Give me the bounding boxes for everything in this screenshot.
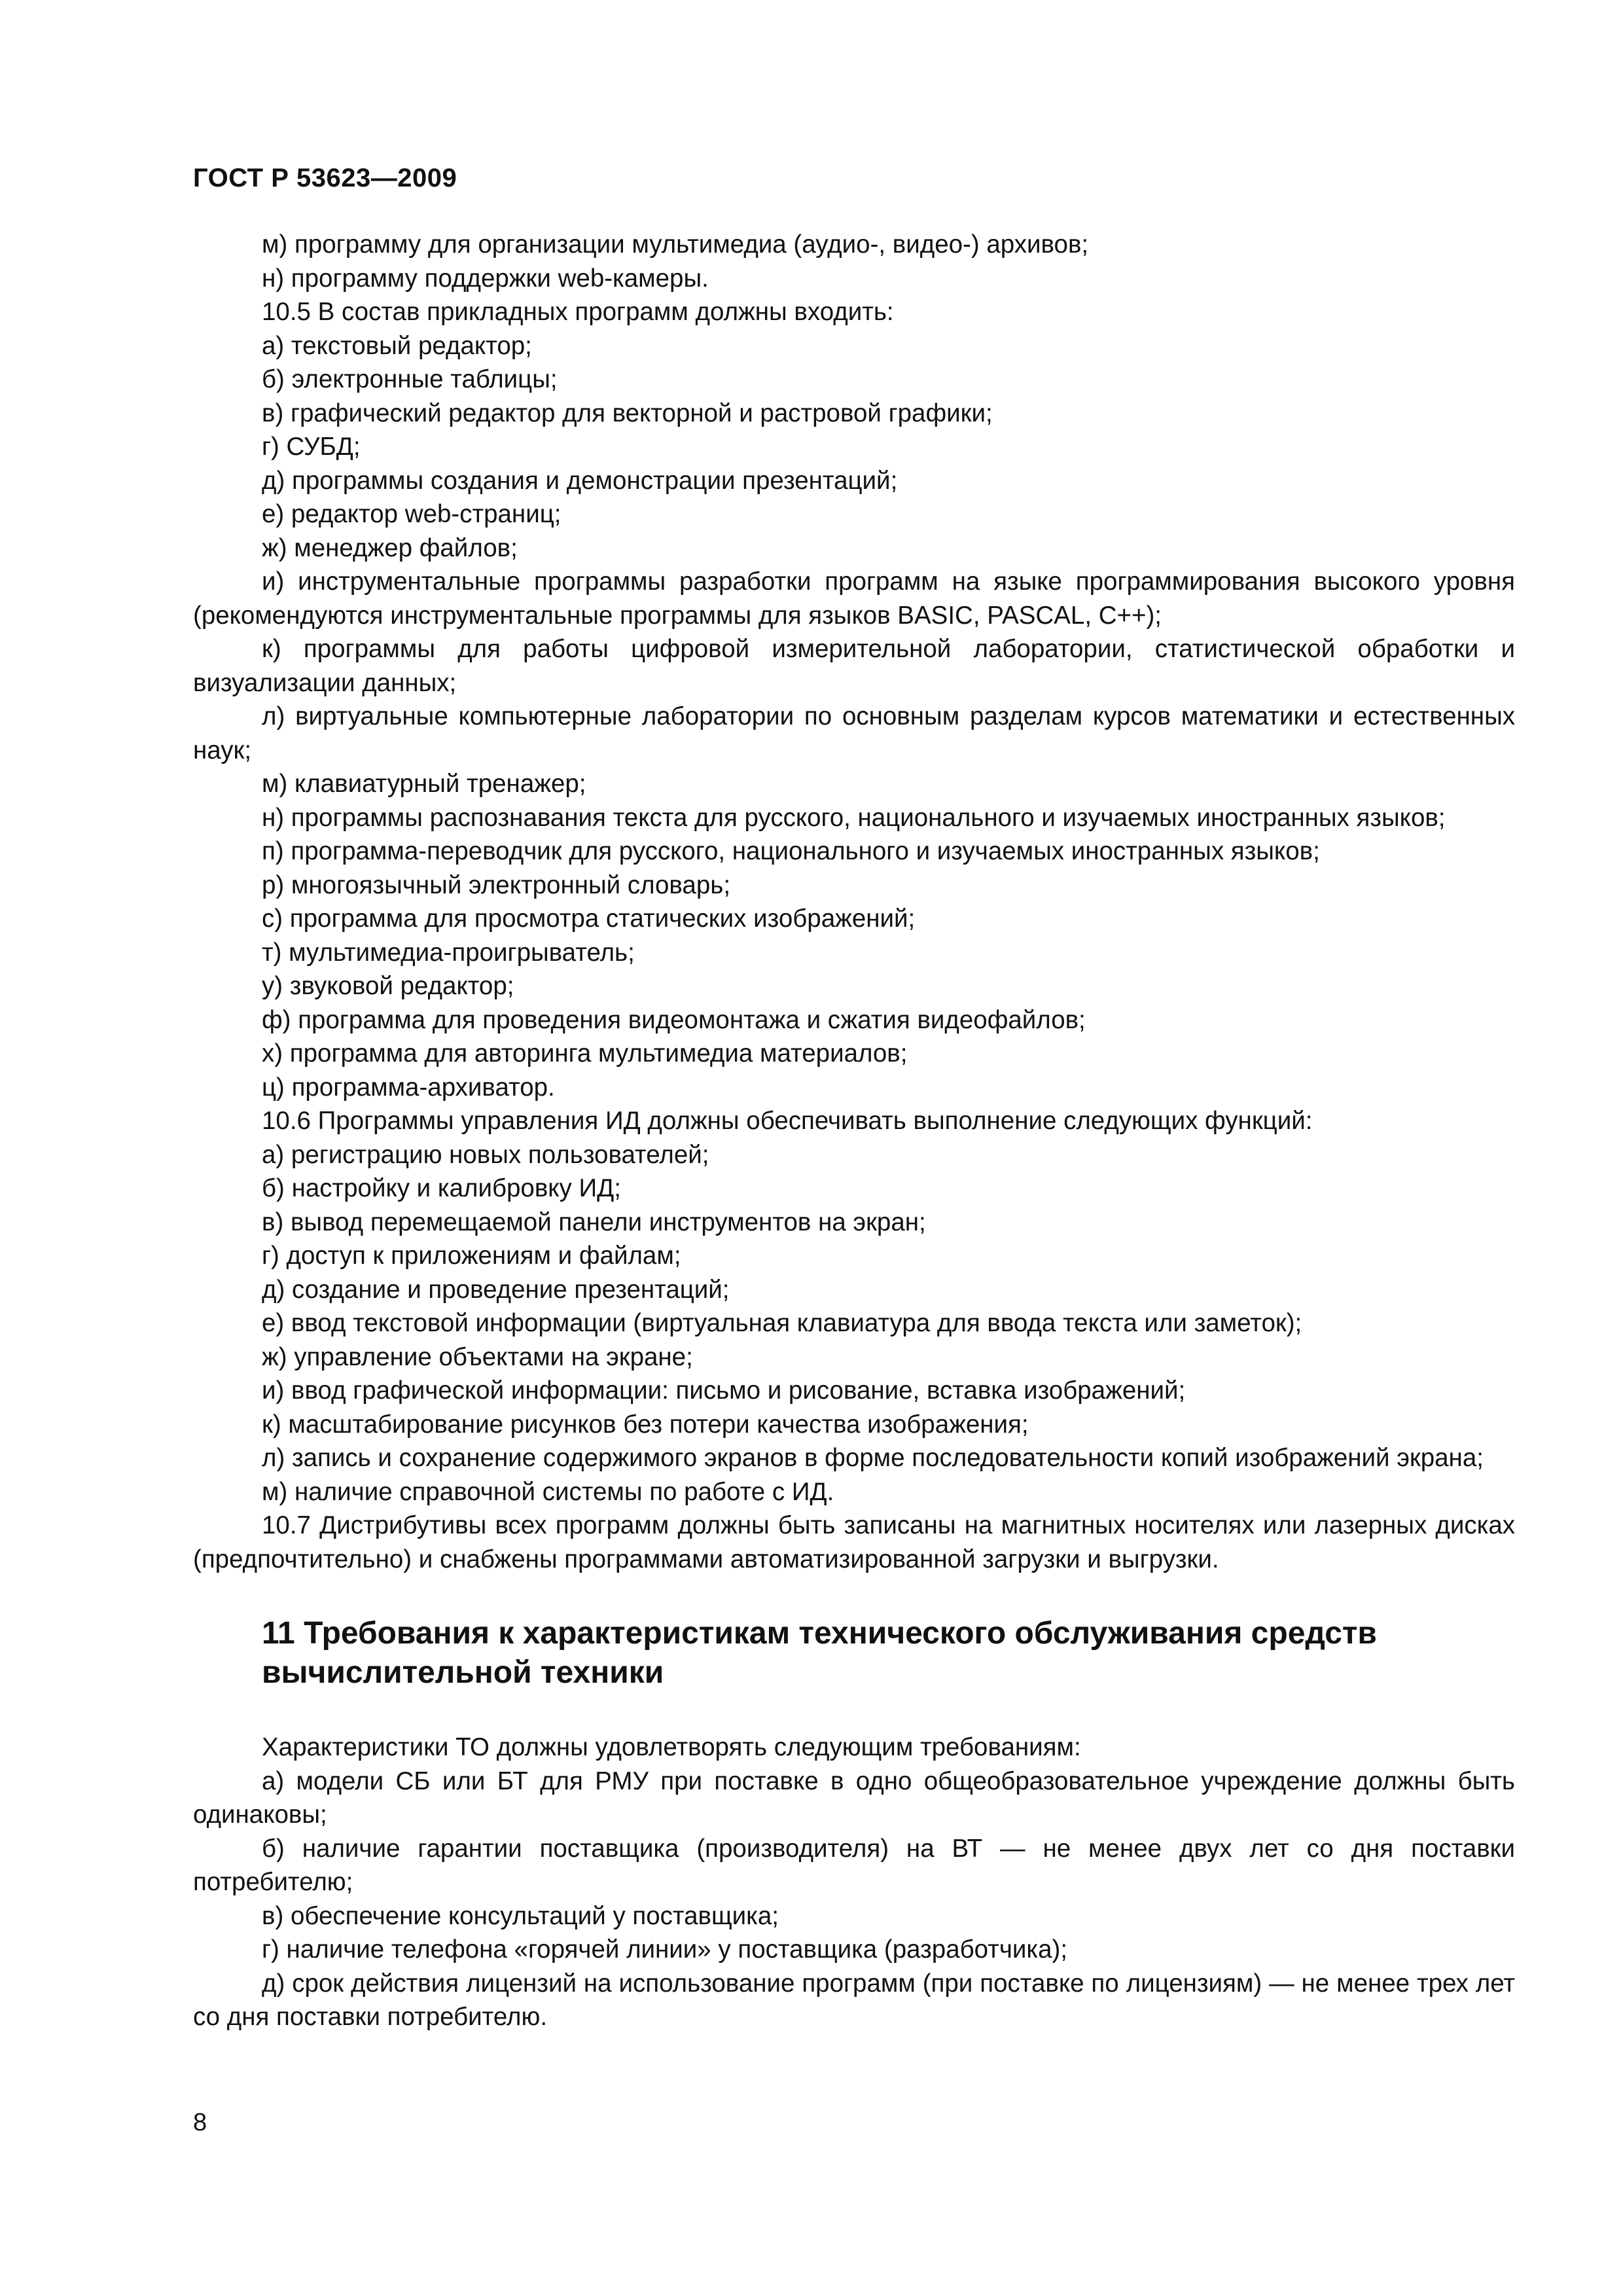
paragraph: р) многоязычный электронный словарь; [262, 870, 731, 899]
paragraph: д) создание и проведение презентаций; [262, 1275, 730, 1304]
paragraph: и) ввод графической информации: письмо и рисование, вставка изображений; [262, 1376, 1186, 1405]
paragraph: ц) программа-архиватор. [262, 1073, 555, 1102]
section-heading: 11 Требования к характеристикам технического обслуживания средств вычислительной техники [262, 1616, 1377, 1690]
paragraph: ф) программа для проведения видеомонтажа и сжатия видеофайлов; [262, 1005, 1086, 1034]
document-code: ГОСТ Р 53623—2009 [193, 164, 457, 192]
paragraph: к) программы для работы цифровой измерительной лаборатории, статистической обработки и визуализации данных; [193, 635, 1515, 697]
paragraph: 10.5 В состав прикладных программ должны входить: [262, 298, 894, 326]
paragraph: ж) управление объектами на экране; [262, 1342, 693, 1371]
document-body [193, 228, 1515, 2034]
paragraph: и) инструментальные программы разработки программ на языке программирования высокого уровня (рекомендуются инструментальные программы для языков BASIC, PASCAL, C++); [193, 567, 1515, 630]
paragraph: в) обеспечение консультаций у поставщика; [262, 1901, 779, 1930]
paragraph: е) редактор web-страниц; [262, 500, 562, 528]
paragraph: 10.6 Программы управления ИД должны обеспечивать выполнение следующих функций: [262, 1107, 1313, 1135]
paragraph: ж) менеджер файлов; [262, 533, 518, 562]
paragraph: м) клавиатурный тренажер; [262, 770, 586, 798]
paragraph: у) звуковой редактор; [262, 972, 514, 1000]
paragraph: м) программу для организации мультимедиа (аудио-, видео-) архивов; [262, 230, 1089, 259]
paragraph: д) программы создания и демонстрации презентаций; [262, 466, 898, 495]
paragraph: г) СУБД; [262, 433, 361, 461]
paragraph: б) наличие гарантии поставщика (производителя) на ВТ — не менее двух лет со дня поставки потребителю; [193, 1834, 1515, 1896]
paragraph: с) программа для просмотра статических изображений; [262, 905, 916, 933]
paragraph: п) программа-переводчик для русского, национального и изучаемых иностранных языков; [262, 837, 1320, 865]
paragraph: а) текстовый редактор; [262, 331, 532, 360]
paragraph: в) вывод перемещаемой панели инструментов на экран; [262, 1208, 926, 1236]
paragraph: х) программа для авторинга мультимедиа материалов; [262, 1039, 908, 1067]
paragraph: б) электронные таблицы; [262, 365, 558, 393]
paragraph: к) масштабирование рисунков без потери качества изображения; [262, 1410, 1029, 1439]
paragraph: л) запись и сохранение содержимого экранов в форме последовательности копий изображений экрана; [262, 1444, 1484, 1472]
page-number: 8 [193, 2109, 207, 2136]
paragraph: а) регистрацию новых пользователей; [262, 1140, 709, 1169]
paragraph: г) наличие телефона «горячей линии» у поставщика (разработчика); [262, 1935, 1068, 1964]
paragraph: м) наличие справочной системы по работе с ИД. [262, 1477, 834, 1506]
paragraph: в) графический редактор для векторной и растровой графики; [262, 399, 993, 427]
paragraph: д) срок действия лицензий на использование программ (при поставке по лицензиям) — не менее трех лет со дня поставки потребителю. [193, 1969, 1515, 2031]
paragraph: 10.7 Дистрибутивы всех программ должны быть записаны на магнитных носителях или лазерных дисках (предпочтительно) и снабжены программами автоматизированной загрузки и выгрузки. [193, 1511, 1515, 1573]
paragraph: е) ввод текстовой информации (виртуальная клавиатура для ввода текста или заметок); [262, 1309, 1302, 1337]
paragraph: а) модели СБ или БТ для РМУ при поставке в одно общеобразовательное учреждение должны быть одинаковы; [193, 1767, 1515, 1829]
paragraph: т) мультимедиа-проигрыватель; [262, 938, 635, 967]
paragraph: н) программу поддержки web-камеры. [262, 264, 709, 293]
paragraph: г) доступ к приложениям и файлам; [262, 1242, 681, 1270]
paragraph: н) программы распознавания текста для русского, национального и изучаемых иностранных языков; [262, 803, 1446, 832]
paragraph: л) виртуальные компьютерные лаборатории по основным разделам курсов математики и естественных наук; [193, 702, 1515, 764]
paragraph: Характеристики ТО должны удовлетворять следующим требованиям: [262, 1733, 1081, 1761]
paragraph: б) настройку и калибровку ИД; [262, 1174, 621, 1202]
